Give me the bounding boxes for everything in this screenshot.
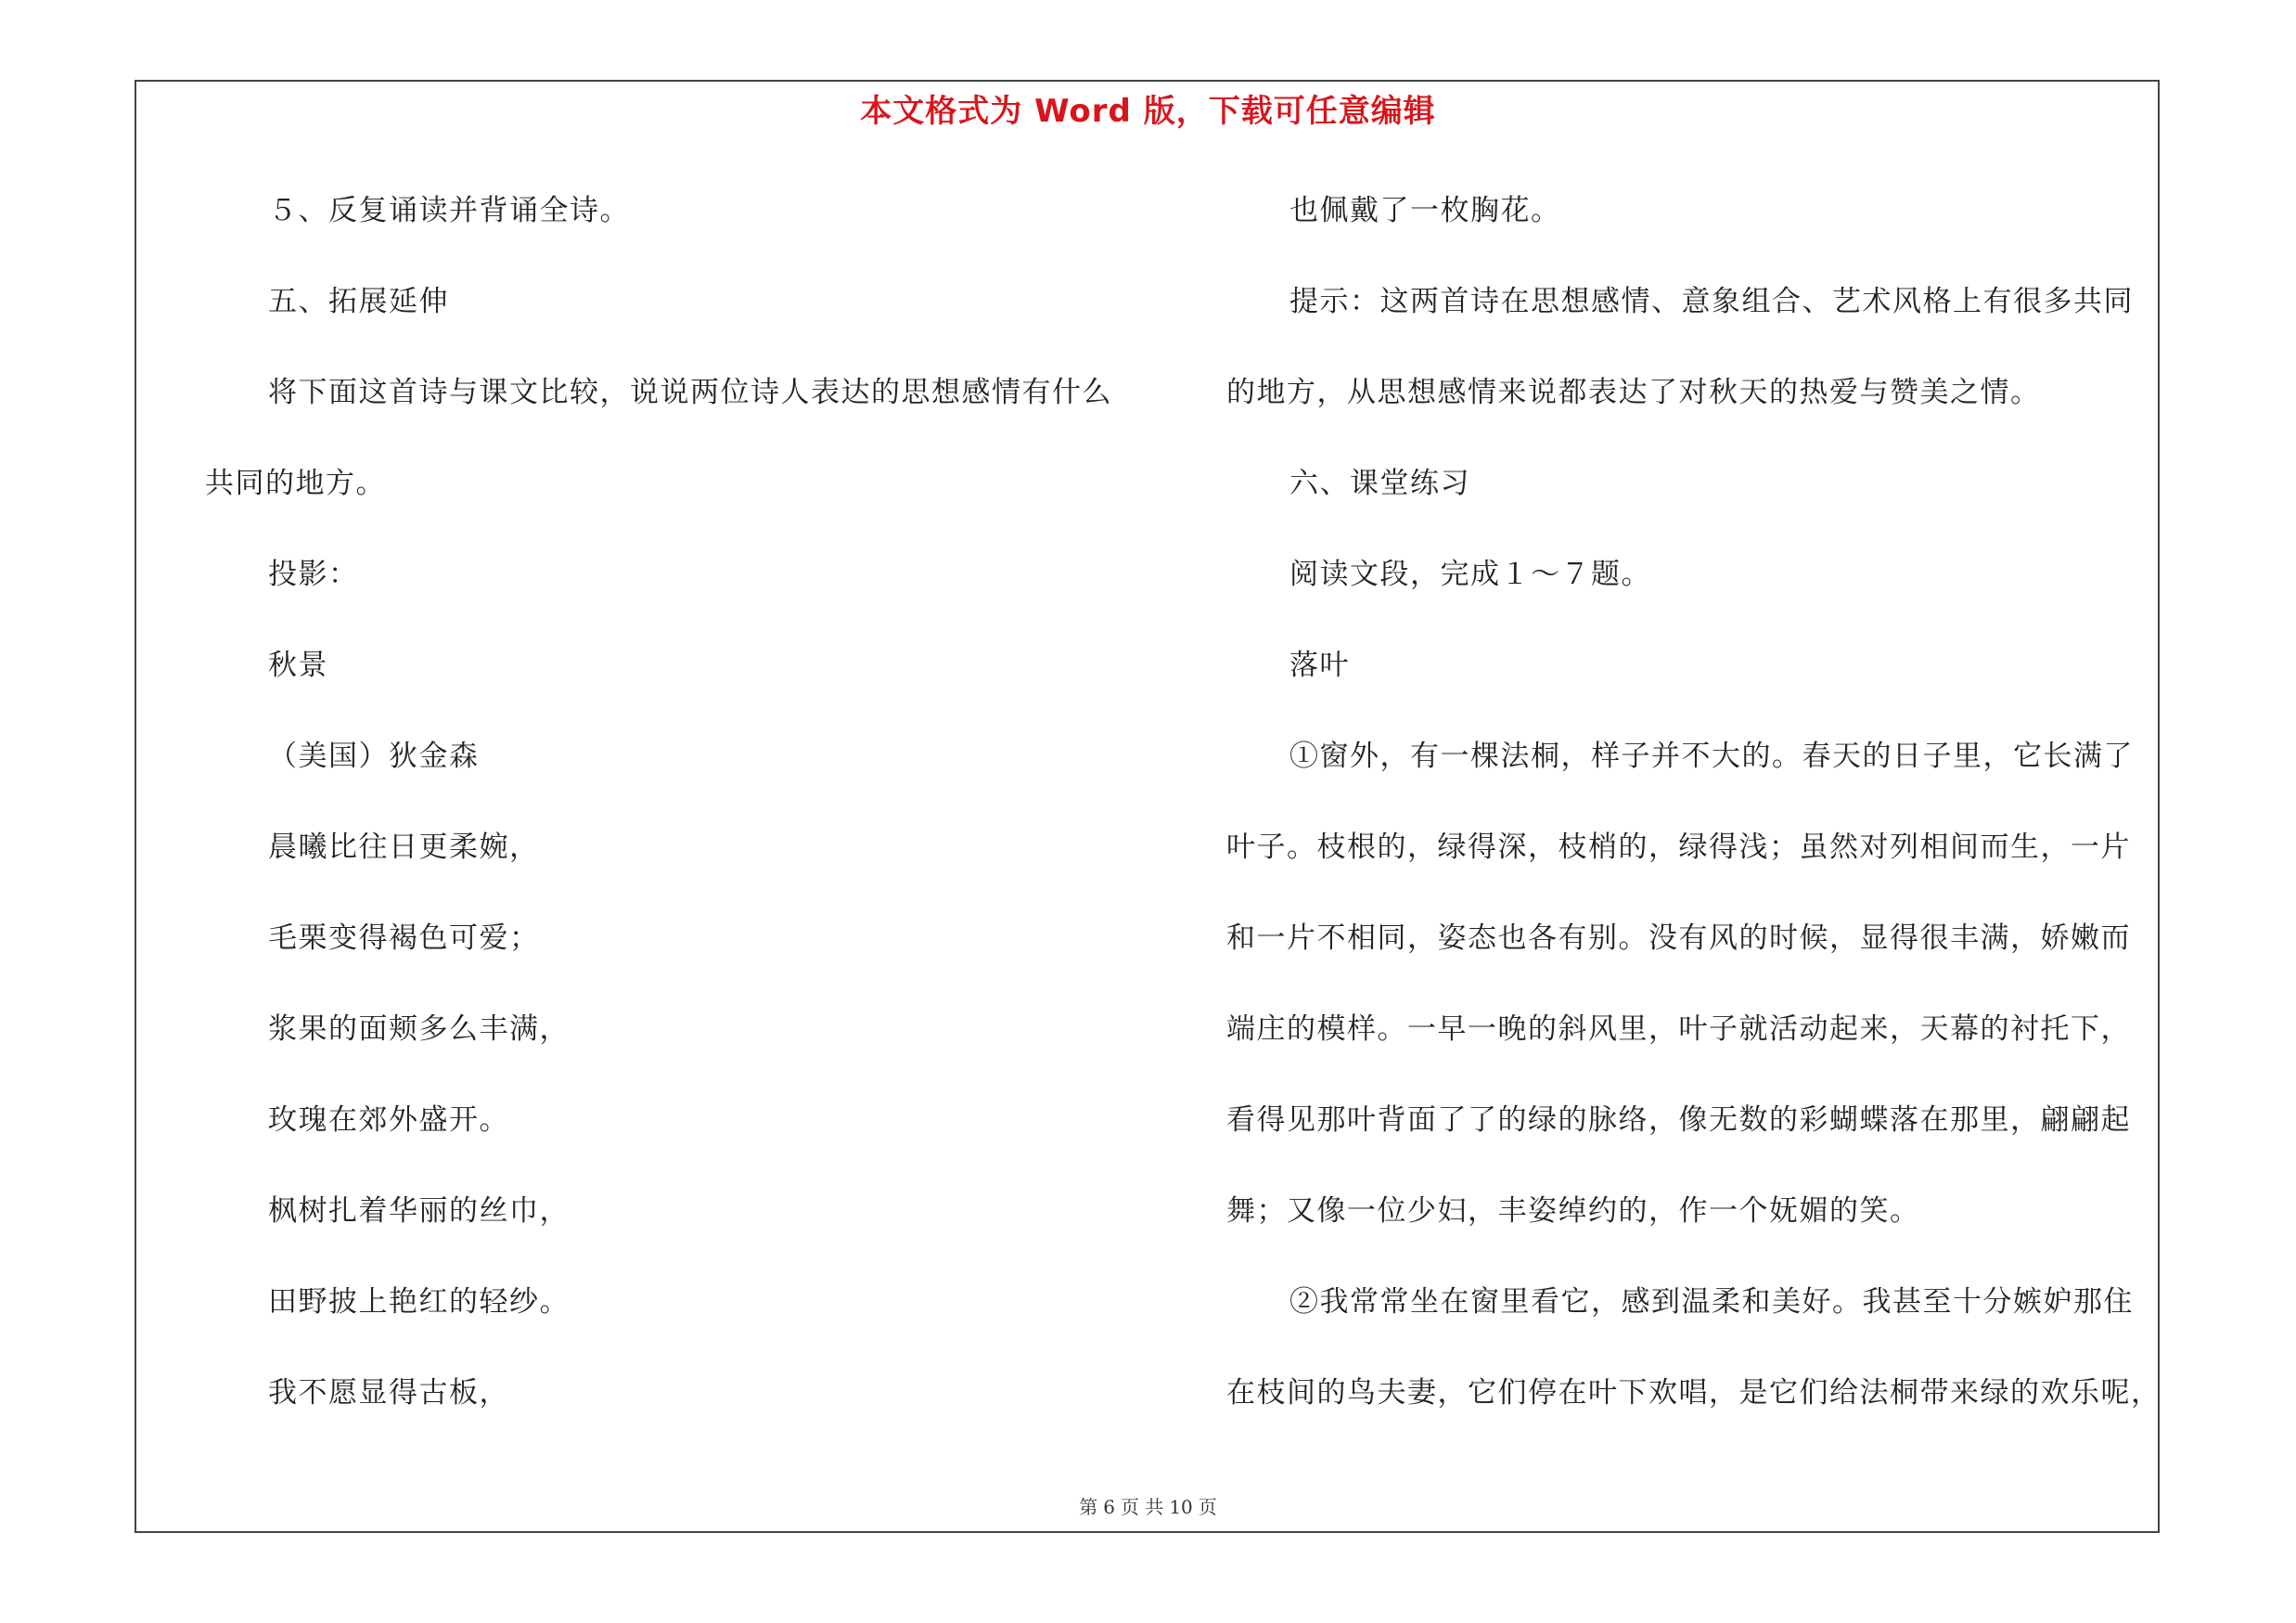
page-footer bbox=[0, 1492, 2296, 1519]
text-line: 端庄的模样。一早一晚的斜风里，叶子就活动起来，天幕的衬托下， bbox=[1226, 1012, 2131, 1046]
text-line: 枫树扎着华丽的丝巾， bbox=[268, 1194, 570, 1228]
text-line: 我不愿显得古板， bbox=[268, 1376, 509, 1410]
text-line: 的地方，从思想感情来说都表达了对秋天的热爱与赞美之情。 bbox=[1226, 376, 2041, 409]
left-column bbox=[205, 188, 1133, 1462]
text-line: 提示：这两首诗在思想感情、意象组合、艺术风格上有很多共同 bbox=[1289, 285, 2134, 318]
text-line: 投影： bbox=[268, 558, 359, 591]
text-line: ①窗外，有一棵法桐，样子并不大的。春天的日子里，它长满了 bbox=[1289, 740, 2134, 773]
footer-page-number: 6 bbox=[1103, 1496, 1115, 1518]
text-line: ②我常常坐在窗里看它，感到温柔和美好。我甚至十分嫉妒那住 bbox=[1289, 1285, 2134, 1319]
text-line: 落叶 bbox=[1289, 649, 1350, 682]
text-line: 在枝间的鸟夫妻，它们停在叶下欢唱，是它们给法桐带来绿的欢乐呢， bbox=[1226, 1376, 2161, 1410]
footer-middle: 页 共 bbox=[1120, 1496, 1164, 1518]
format-banner: 本文格式为 Word 版，下载可任意编辑 bbox=[860, 93, 1436, 130]
footer-total-pages: 10 bbox=[1169, 1496, 1193, 1518]
text-line: 和一片不相同，姿态也各有别。没有风的时候，显得很丰满，娇嫩而 bbox=[1226, 921, 2131, 955]
text-line: 叶子。枝根的，绿得深，枝梢的，绿得浅；虽然对列相间而生，一片 bbox=[1226, 831, 2131, 864]
text-line: 浆果的面颊多么丰满， bbox=[268, 1012, 570, 1046]
text-line: 晨曦比往日更柔婉， bbox=[268, 831, 540, 864]
footer-prefix: 第 bbox=[1079, 1496, 1098, 1518]
right-column bbox=[1226, 188, 2161, 1462]
text-line: 也佩戴了一枚胸花。 bbox=[1289, 194, 1561, 227]
text-line: 舞；又像一位少妇，丰姿绰约的，作一个妩媚的笑。 bbox=[1226, 1194, 1920, 1228]
footer-suffix: 页 bbox=[1198, 1496, 1217, 1518]
text-line: 共同的地方。 bbox=[205, 467, 386, 500]
text-line: （美国）狄金森 bbox=[268, 740, 480, 773]
text-line: 秋景 bbox=[268, 649, 328, 682]
text-line: 将下面这首诗与课文比较，说说两位诗人表达的思想感情有什么 bbox=[268, 376, 1112, 409]
text-line: 玫瑰在郊外盛开。 bbox=[268, 1103, 509, 1137]
text-line: 田野披上艳红的轻纱。 bbox=[268, 1285, 570, 1319]
text-line: 六、课堂练习 bbox=[1289, 467, 1470, 500]
text-line: ５、反复诵读并背诵全诗。 bbox=[268, 194, 630, 227]
text-line: 五、拓展延伸 bbox=[268, 285, 449, 318]
text-line: 看得见那叶背面了了的绿的脉络，像无数的彩蝴蝶落在那里，翩翩起 bbox=[1226, 1103, 2131, 1137]
text-line: 毛栗变得褐色可爱； bbox=[268, 921, 540, 955]
text-line: 阅读文段，完成１～７题。 bbox=[1289, 558, 1651, 591]
